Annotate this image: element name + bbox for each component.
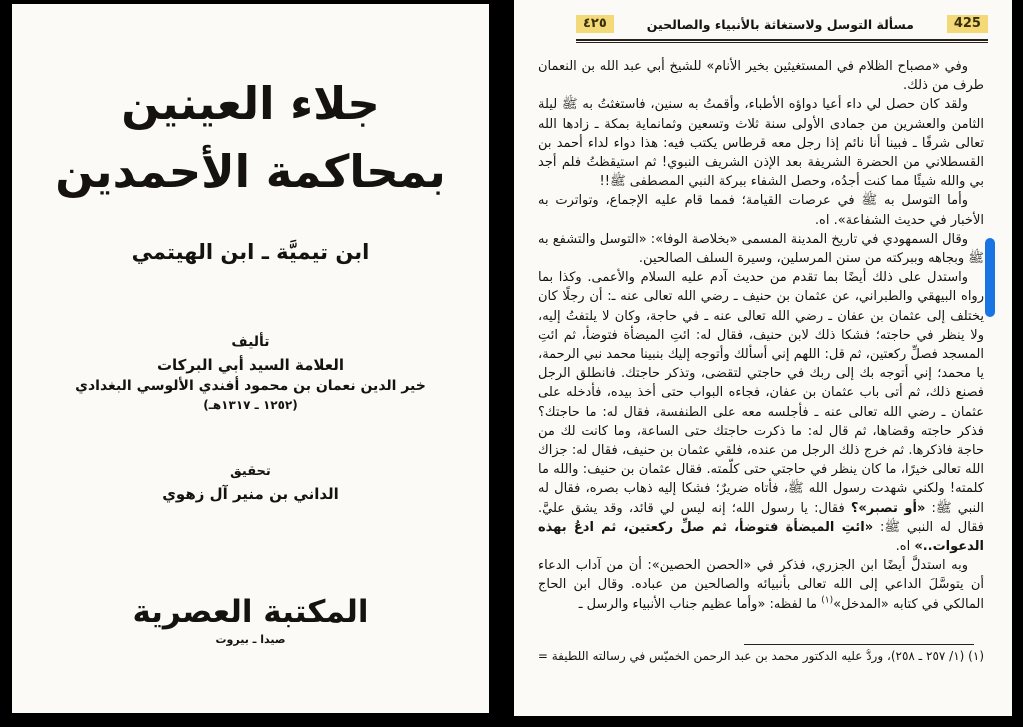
- publisher-location: صيدا ـ بيروت: [215, 633, 286, 646]
- paragraph: وبه استدلَّ أيضًا ابن الجزري، فذكر في «الحصن الحصين»: أن من آداب الدعاء أن يتوسَّلَ الداعي إلى الله تعالى بأنبيائه والصالحين من عباده. وقال ابن الحاج المالكي في كتابه «المدخل»$^{(١)}$ ما لفظه: «وأما عظيم جناب الأنبياء والرسل ـ: [538, 558, 984, 612]
- footnote-text: (١) (١/ ٢٥٧ ـ ٢٥٨)، وردُّ عليه الدكتور محمد بن عبد الرحمن الخميّس في رسالته اللطيفة =: [538, 649, 984, 663]
- paragraph: ولقد كان حصل لي داء أعيا دواؤه الأطباء، وأقمتُ به سنين، فاستغثتُ به ﷺ ليلة الثامن والعشرين من جمادى الأولى سنة ثلاث وتسعين وثمانماية بمكة ـ زادها الله تعالى شرفًا ـ فبينا أنا نائم إذا رجل معه قرطاس يكتب فيه: هذا دواء لداء أحمد بن القسطلاني من الحضرة الشريفة بعد الإذن الشريف النبوي! ثم استيقظتُ فلم أجد بي والله شيئًا مما كنت أجدُه، وحصل الشفاء ببركة النبي المصطفى ﷺ!!: [538, 97, 984, 190]
- author-section: [12, 334, 489, 412]
- page-number-arabic: ٤٢٥: [576, 15, 614, 33]
- paragraph: وقال السمهودي في تاريخ المدينة المسمى «بخلاصة الوفا»: «التوسل والتشفع به ﷺ وبجاهه وببركته من سنن المرسلين، وسيرة السلف الصالحين.: [538, 231, 984, 267]
- right-page: [514, 0, 1012, 716]
- book-title: [12, 70, 489, 205]
- scroll-indicator-thumb[interactable]: [985, 238, 995, 317]
- paragraph: واستدل على ذلك أيضًا بما تقدم من حديث آدم عليه السلام والأعمى. وكذا بما رواه البيهقي والطبراني، عن عثمان بن حنيف ـ رضي الله تعالى عنه ـ: أن رجلًا كان يختلف إلى عثمان بن عفان ـ رضي الله تعالى عنه ـ في حاجة، وكان لا يلتفتُ إليه، ولا ينظر في حاجته؛ فشكا ذلك لابن حنيف، فقال له: ائتِ الميضأة فتوضأ، ثم ائتِ المسجد فصلِّ ركعتين، ثم قل: اللهم إني أسألك وأتوجه إليك بنبينا محمد نبي الرحمة، يا محمد؛ إني أتوجه بك إلى ربك في حاجتي لتقضى، وتذكر حاجتك. فانطلق الرجل فصنع ذلك، ثم أتى باب عثمان بن عفان، فجاءه البواب حتى أخذ بيده، فأدخله على عثمان ـ رضي الله تعالى عنه ـ فأجلسه معه على الطنفسة، فقال له: ما حاجتك؟ فذكر حاجته وقضاها، ثم قال له: ما ذكرت حاجتك حتى الساعة، وما كانت لك من حاجة فاذكرها. ثم خرج ذلك الرجل من عنده، فلقي عثمان بن حنيف، فقال له: جزاك الله تعالى خيرًا، ما كان ينظر في حاجتي حتى كلّمته. فقال عثمان بن حنيف: والله ما كلمته! ولكني شهدت رسول الله ﷺ، فأتاه ضريرٌ؛ فشكا إليه ذهاب بصره، فقال له النبي ﷺ: «أو تصبر»؟ فقال: يا رسول الله؛ إنه ليس لي قائد، وقد يشق عليَّ. فقال له النبي ﷺ: «ائتِ الميضأة فتوضأ، ثم صلِّ ركعتين، ثم ادعُ بهذه الدعوات..» اه.: [538, 270, 984, 555]
- page-header-title: مسألة التوسل ولاستغاثة بالأنبياء والصالحين: [646, 16, 914, 32]
- header-rule: [576, 39, 988, 43]
- page-number-latin: 425: [947, 15, 988, 33]
- editor-section: [12, 464, 489, 503]
- byline-label: تأليف: [231, 334, 270, 350]
- author-honorific: العلامة السيد أبي البركات: [156, 356, 345, 374]
- footnote-area: [538, 644, 984, 663]
- author-name: خير الدين نعمان بن محمود أفندي الألوسي البغدادي: [75, 378, 426, 394]
- editor-name: الداني بن منير آل زهوي: [162, 485, 339, 503]
- author-dates: (١٢٥٢ ـ ١٣١٧هـ): [203, 398, 298, 412]
- page-body-text: [538, 57, 984, 643]
- editor-label: تحقيق: [230, 464, 271, 479]
- paragraph: وأما التوسل به ﷺ في عرصات القيامة؛ فمما قام عليه الإجماع، وتواترت به الأخبار في حديث الشفاعة». اه.: [538, 193, 984, 228]
- footnote-rule: [744, 644, 974, 645]
- left-page: [12, 4, 489, 713]
- book-title-line2: بمحاكمة الأحمدين: [55, 144, 446, 198]
- publisher-logo: [12, 594, 489, 646]
- publisher-name: المكتبة العصرية: [132, 594, 369, 630]
- book-title-line1: جلاء العينين: [121, 77, 380, 130]
- paragraph: وفي «مصباح الظلام في المستغيثين بخير الأنام» للشيخ أبي عبد الله بن النعمان طرف من ذلك.: [538, 59, 984, 94]
- page-header: [576, 14, 988, 34]
- book-subtitle: ابن تيميَّة ـ ابن الهيتمي: [131, 240, 370, 264]
